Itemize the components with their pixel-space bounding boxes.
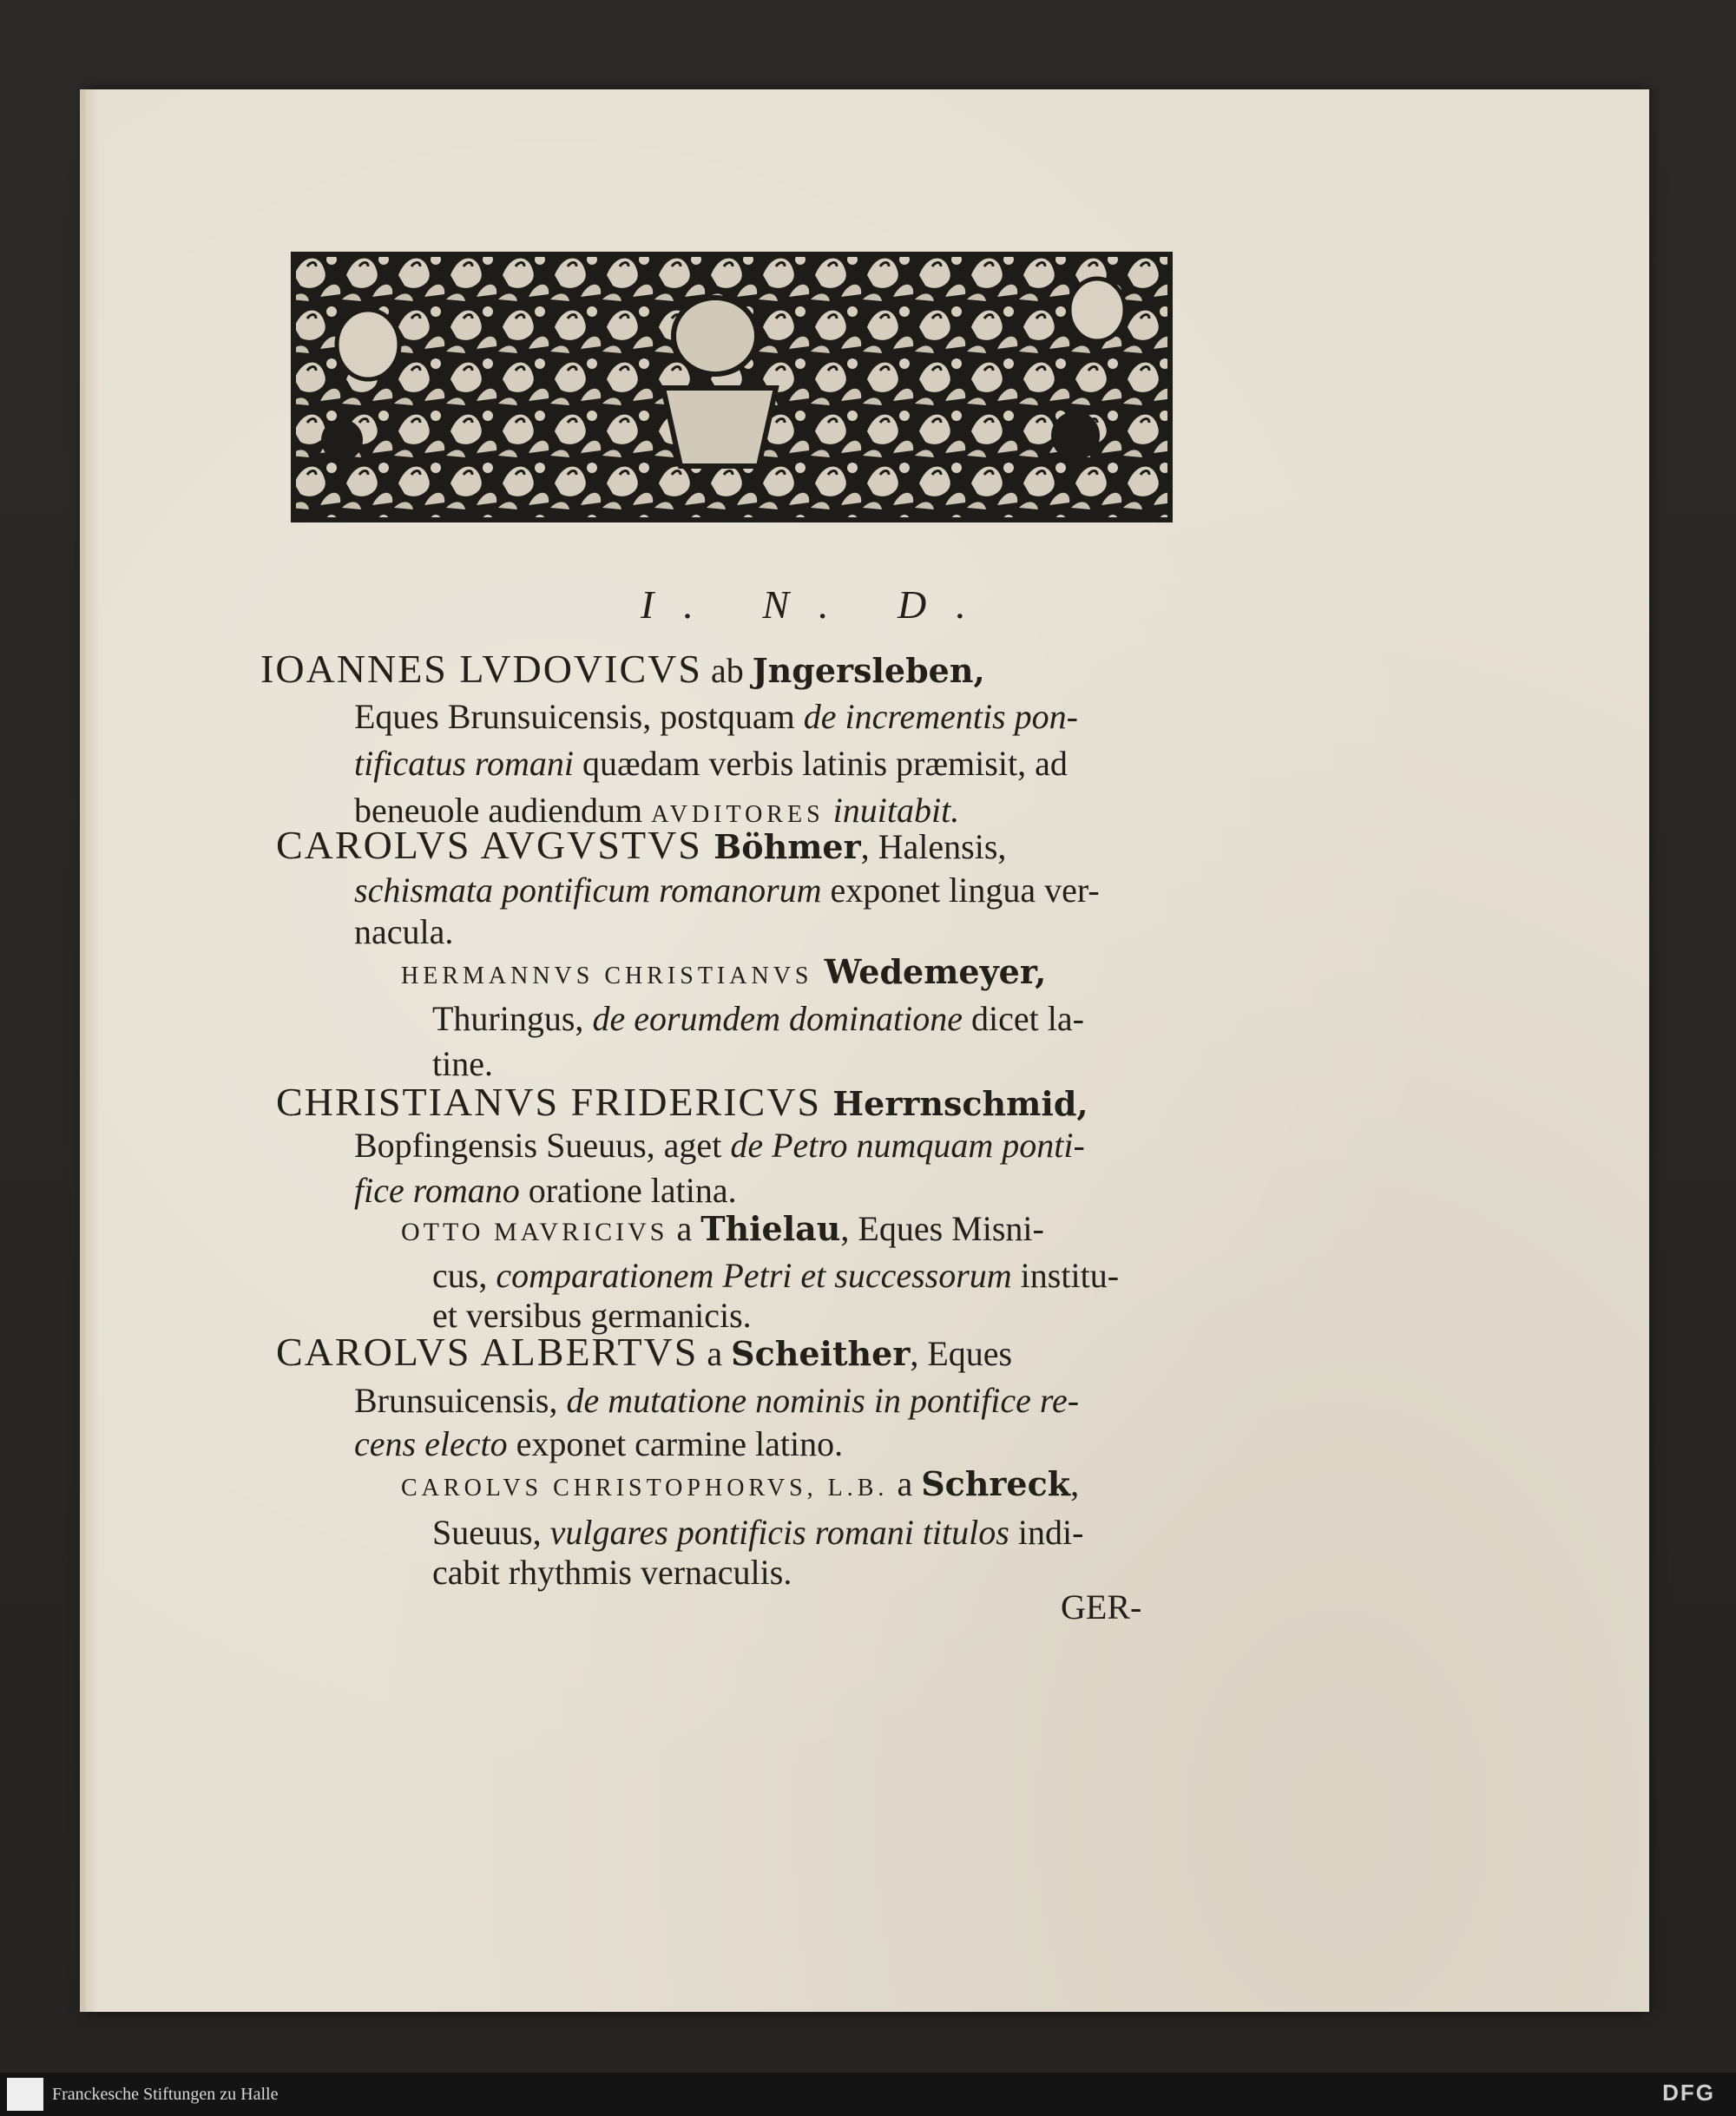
text-run: , Eques <box>910 1334 1013 1373</box>
text-run: comparationem Petri et successorum <box>496 1256 1012 1295</box>
text-line <box>432 1255 1119 1297</box>
text-run: Sueuus, <box>432 1513 550 1552</box>
text-run: cus, <box>432 1256 496 1295</box>
text-run: Thuringus, <box>432 999 593 1038</box>
text-run: cabit rhythmis vernaculis. <box>432 1553 792 1592</box>
text-run: indi- <box>1009 1513 1084 1552</box>
text-line <box>1061 1587 1141 1628</box>
text-run: Jngersleben, <box>752 651 985 690</box>
text-run: CAROLVS CHRISTOPHORVS, L.B. <box>401 1475 889 1502</box>
text-run: de eorumdem dominatione <box>592 999 963 1038</box>
text-run: Böhmer <box>701 827 861 866</box>
institution-logo-icon <box>7 2078 43 2111</box>
text-run: inuitabit. <box>824 791 960 830</box>
text-run: beneuole audiendum <box>354 791 652 830</box>
text-run: a <box>698 1334 732 1373</box>
text-line <box>401 1463 1079 1509</box>
text-line <box>354 1170 737 1212</box>
text-run: exponet lingua ver- <box>821 871 1100 910</box>
text-run: Eques Brunsuicensis, postquam <box>354 697 804 736</box>
text-line <box>354 696 1078 738</box>
text-run: tificatus romani <box>354 744 574 783</box>
text-run: et versibus germanicis. <box>432 1296 752 1335</box>
text-run: exponet carmine latino. <box>507 1424 844 1463</box>
text-line <box>276 1331 1012 1375</box>
text-run: schismata pontificum romanorum <box>354 871 822 910</box>
text-run: Brunsuicensis, <box>354 1381 567 1420</box>
text-run: Wedemeyer, <box>812 952 1047 991</box>
text-run: de incrementis pon- <box>803 697 1078 736</box>
text-line <box>354 911 453 953</box>
text-run: ab <box>701 651 753 690</box>
text-run: , <box>1070 1464 1080 1503</box>
text-run: IOANNES LVDOVICVS <box>260 647 702 691</box>
text-run: Bopfingensis Sueuus, aget <box>354 1126 731 1165</box>
text-run: CAROLVS ALBERTVS <box>276 1330 699 1374</box>
text-line <box>260 648 985 692</box>
text-run: Thielau <box>700 1209 841 1248</box>
text-run: GER- <box>1061 1587 1142 1626</box>
text-line <box>354 870 1100 911</box>
page-fold-shadow <box>85 89 99 2012</box>
text-run: institu- <box>1011 1256 1120 1295</box>
text-line <box>276 1081 1088 1125</box>
text-run: quædam verbis latinis præmisit, ad <box>573 744 1068 783</box>
text-run: Scheither <box>731 1334 911 1373</box>
text-run: , Eques Misni- <box>840 1209 1044 1248</box>
text-run: vulgares pontificis romani titulos <box>549 1513 1009 1552</box>
text-run: HERMANNVS CHRISTIANVS <box>401 963 813 989</box>
text-run: fice romano <box>354 1171 520 1210</box>
text-line <box>354 743 1068 785</box>
text-run: Herrnschmid, <box>821 1084 1088 1123</box>
text-run: a <box>667 1209 701 1248</box>
text-run: CAROLVS AVGVSTVS <box>276 823 702 867</box>
dfg-logo: DFG <box>1662 2080 1715 2106</box>
text-run: oratione latina. <box>519 1171 737 1210</box>
page-heading: I. N. D. <box>641 582 996 627</box>
text-line <box>354 1125 1085 1166</box>
institution-name: Franckesche Stiftungen zu Halle <box>52 2085 279 2104</box>
text-line <box>401 1208 1044 1253</box>
text-line <box>432 1043 493 1085</box>
text-run: CHRISTIANVS FRIDERICVS <box>276 1080 822 1124</box>
woodcut-ornament-image <box>290 249 1174 527</box>
text-run: de Petro numquam ponti- <box>730 1126 1085 1165</box>
text-run: Schreck <box>921 1464 1071 1503</box>
text-run: dicet la- <box>963 999 1084 1038</box>
text-line <box>354 1380 1079 1422</box>
text-run: tine. <box>432 1044 493 1083</box>
text-run: , Halensis, <box>860 827 1007 866</box>
text-run: cens electo <box>354 1424 508 1463</box>
text-line <box>432 1552 792 1594</box>
text-line <box>401 951 1046 997</box>
text-run: OTTO MAVRICIVS <box>401 1218 668 1246</box>
text-line <box>276 825 1006 868</box>
text-run: a <box>888 1464 922 1503</box>
text-line <box>354 1423 843 1465</box>
text-line <box>432 998 1084 1040</box>
text-run: AVDITORES <box>651 801 825 828</box>
text-run: nacula. <box>354 912 454 951</box>
text-run: de mutatione nominis in pontifice re- <box>566 1381 1080 1420</box>
viewer-footer-bar <box>0 2073 1736 2116</box>
text-line <box>432 1512 1083 1554</box>
